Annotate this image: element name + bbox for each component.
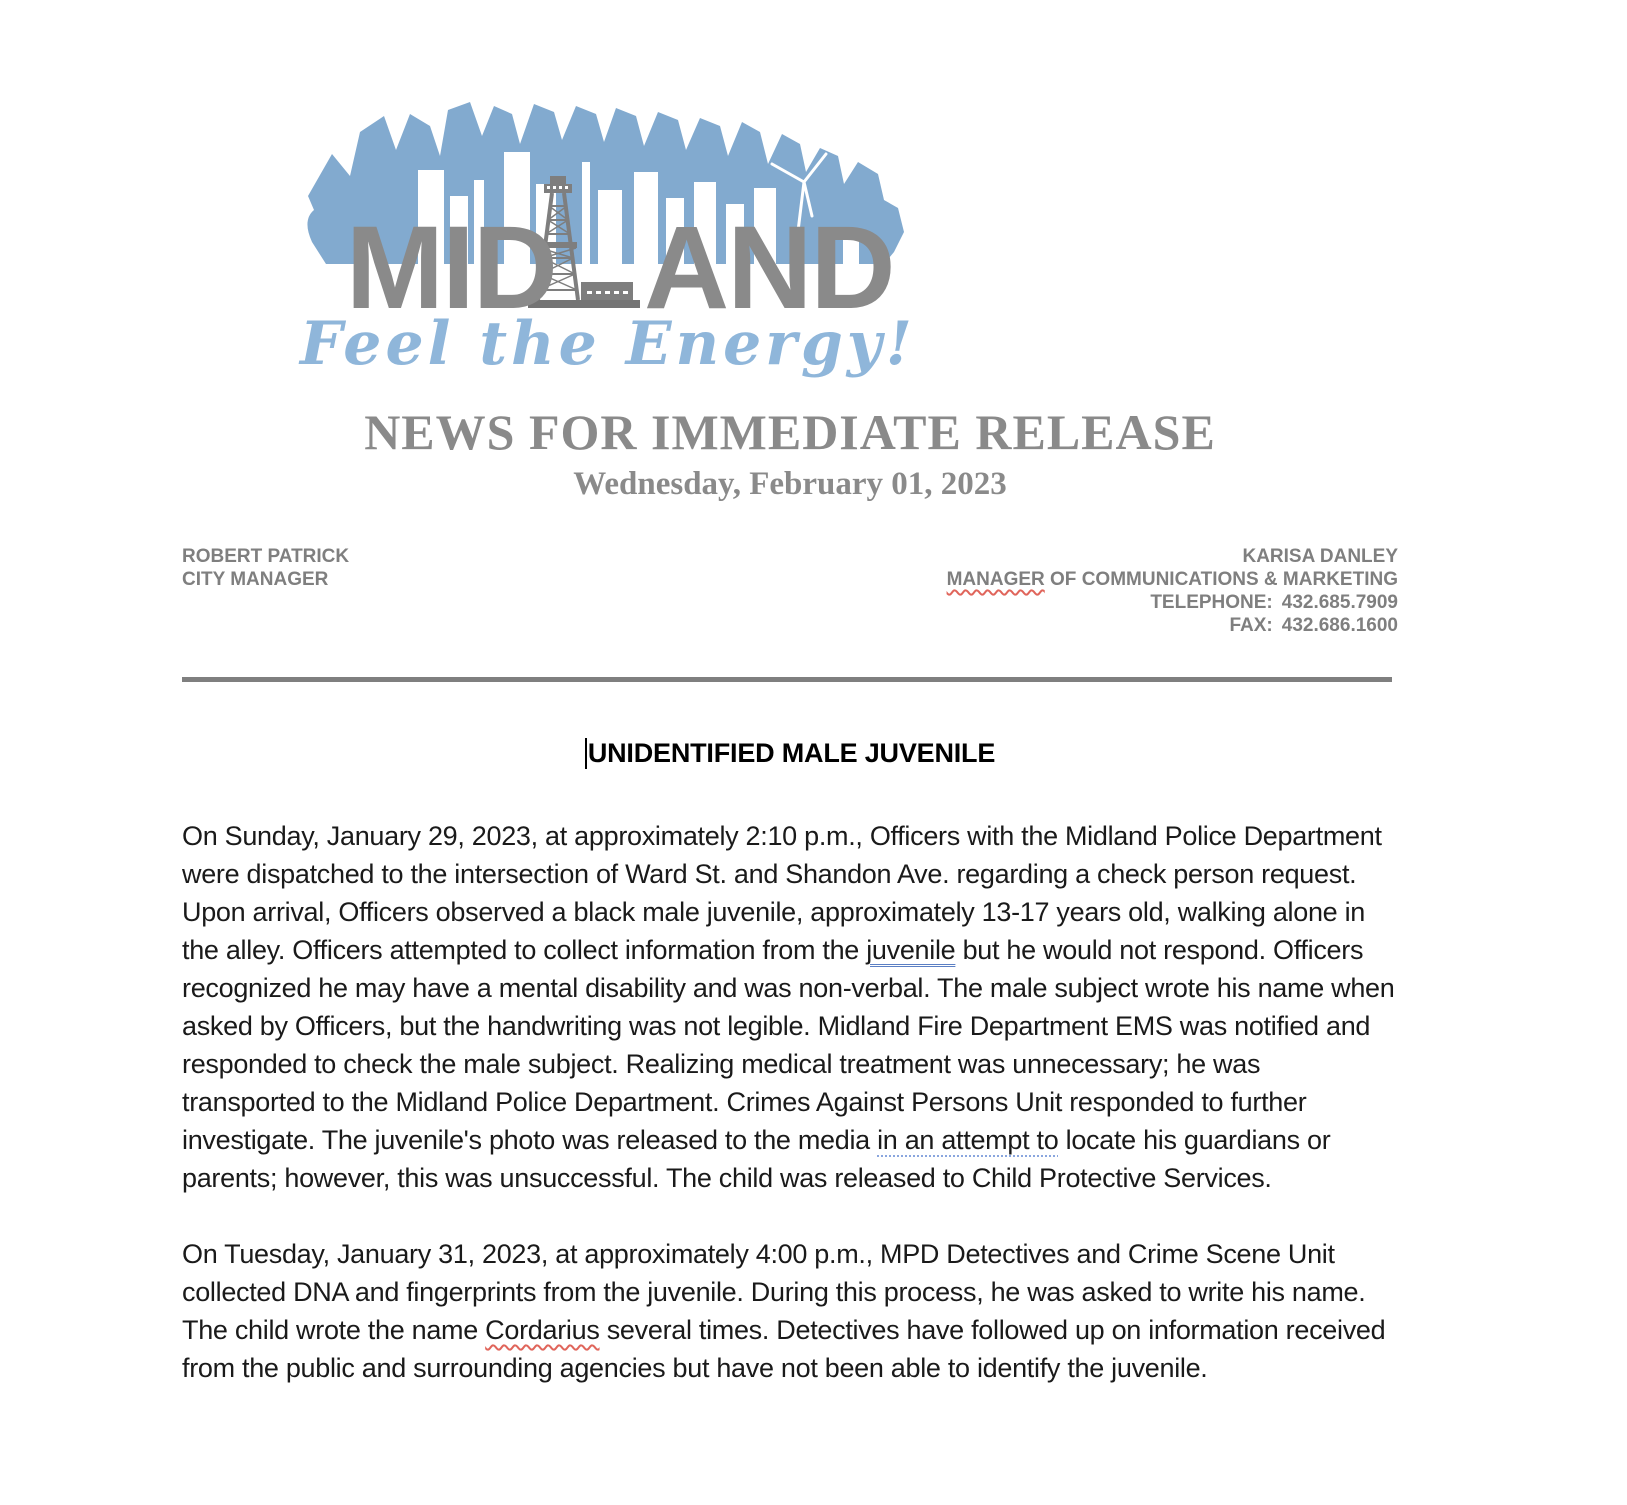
contact-left-name: ROBERT PATRICK — [182, 546, 350, 567]
contact-phone-line — [947, 591, 1398, 614]
proofing-marked-text-grammar-double: juvenile — [866, 935, 956, 965]
contact-right-title-flagged-word: MANAGER — [946, 569, 1045, 590]
text-cursor — [585, 738, 587, 769]
phone-label: TELEPHONE: — [1150, 592, 1273, 613]
contact-fax-line — [947, 614, 1398, 637]
contact-right-title — [947, 568, 1398, 591]
body-text: several times. Detectives have followed up on information received from the public and surrounding agencies but have not been able to identify the juvenile. — [182, 1315, 1386, 1383]
phone-number: 432.685.7909 — [1281, 592, 1398, 613]
proofing-marked-text-grammar-dotted: in an attempt to — [877, 1125, 1059, 1155]
fax-number: 432.686.1600 — [1281, 615, 1398, 636]
contact-right-name: KARISA DANLEY — [1242, 546, 1398, 567]
contact-right — [947, 545, 1398, 637]
logo-word-left: MID — [345, 202, 556, 334]
article-body — [182, 817, 1398, 1387]
fax-label: FAX: — [1229, 615, 1273, 636]
masthead-date: Wednesday, February 01, 2023 — [573, 466, 1007, 502]
article-headline — [182, 738, 1398, 769]
logo-tagline: Feel the Energy! — [299, 309, 917, 379]
paragraph — [182, 1235, 1398, 1387]
masthead-title: NEWS FOR IMMEDIATE RELEASE — [364, 404, 1216, 460]
contact-left-title: CITY MANAGER — [182, 569, 329, 590]
contact-right-title-rest: OF COMMUNICATIONS & MARKETING — [1044, 569, 1398, 590]
midland-logo — [298, 92, 918, 392]
logo-word-right: AND — [644, 202, 894, 334]
proofing-marked-text-spell-red: Cordarius — [485, 1315, 600, 1345]
body-text: On Tuesday, January 31, 2023, at approximately 4:00 p.m., MPD Detectives and Crime Scene Unit collected DNA and fingerprints from the juvenile. During this process, he was asked to write his name. The child wrote the name — [182, 1239, 1366, 1345]
body-text: On Sunday, January 29, 2023, at approximately 2:10 p.m., Officers with the Midland Police Department were dispatched to the intersection of Ward St. and Shandon Ave. regarding a check person request. Upon arrival, Officers observed a black male juvenile, approximately 13-17 years old, walking alone in the alley. Officers attempted to collect information from the — [182, 821, 1382, 965]
divider-rule — [182, 677, 1392, 682]
contact-left — [182, 545, 349, 591]
contact-block — [182, 545, 1398, 637]
article-headline-text: UNIDENTIFIED MALE JUVENILE — [587, 738, 996, 768]
body-text: but he would not respond. Officers recognized he may have a mental disability and was non-verbal. The male subject wrote his name when asked by Officers, but the handwriting was not legible. Midland Fire Department EMS was notified and responded to check the male subject. Realizing medical treatment was unnecessary; he was transported to the Midland Police Department. Crimes Against Persons Unit responded to further investigate. The juvenile's photo was released to the media — [182, 935, 1395, 1155]
body-text: locate his guardians or parents; however, this was unsuccessful. The child was released to Child Protective Services. — [182, 1125, 1331, 1193]
midland-logo-graphic — [298, 92, 918, 392]
paragraph — [182, 817, 1398, 1197]
